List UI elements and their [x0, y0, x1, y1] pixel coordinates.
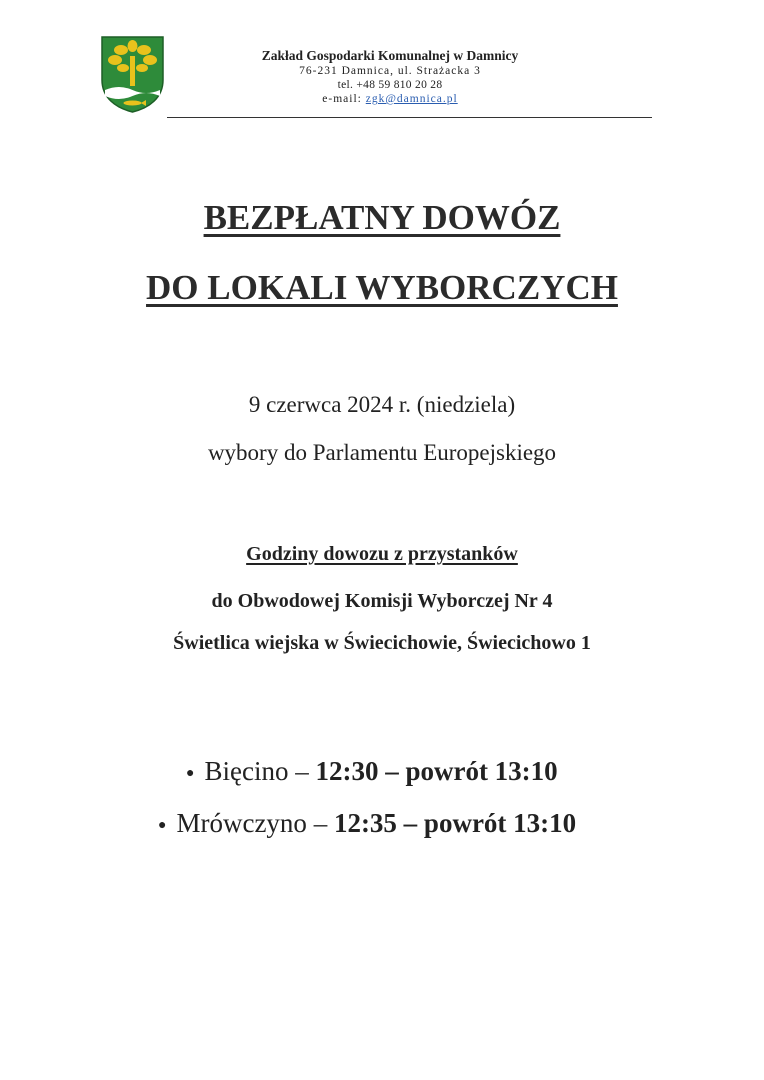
stop-time: 12:30 – powrót 13:10 [315, 756, 558, 786]
title-line-2: DO LOKALI WYBORCZYCH [146, 268, 618, 307]
stop-place: Bięcino [204, 756, 289, 786]
email-label: e-mail: [322, 93, 362, 105]
event-date: 9 czerwca 2024 r. (niedziela) [248, 392, 516, 417]
title-line-1: BEZPŁATNY DOWÓZ [203, 198, 561, 237]
committee-name: do Obwodowej Komisji Wyborczej Nr 4 [211, 590, 553, 612]
organization-address: 76-231 Damnica, ul. Strażacka 3 [299, 65, 481, 77]
bullet-icon: ● [186, 765, 195, 781]
stop-place: Mrówczyno [176, 808, 307, 838]
list-item: ● Bięcino – 12:30 – powrót 13:10 [186, 756, 558, 786]
hours-heading: Godziny dowozu z przystanków [246, 543, 518, 565]
organization-header [210, 47, 570, 106]
venue-address: Świetlica wiejska w Świecichowie, Świecichowo 1 [173, 632, 591, 654]
list-item: ● Mrówczyno – 12:35 – powrót 13:10 [158, 808, 577, 838]
email-link[interactable]: zgk@damnica.pl [365, 93, 458, 105]
stop-time: 12:35 – powrót 13:10 [333, 808, 577, 838]
event-election: wybory do Parlamentu Europejskiego [207, 440, 557, 465]
coat-of-arms-icon [99, 34, 166, 114]
header-divider [167, 117, 652, 118]
organization-phone: tel. +48 59 810 20 28 [337, 79, 443, 91]
organization-name: Zakład Gospodarki Komunalnej w Damnicy [261, 48, 519, 63]
organization-email-line [210, 92, 570, 106]
bullet-icon: ● [158, 817, 167, 833]
